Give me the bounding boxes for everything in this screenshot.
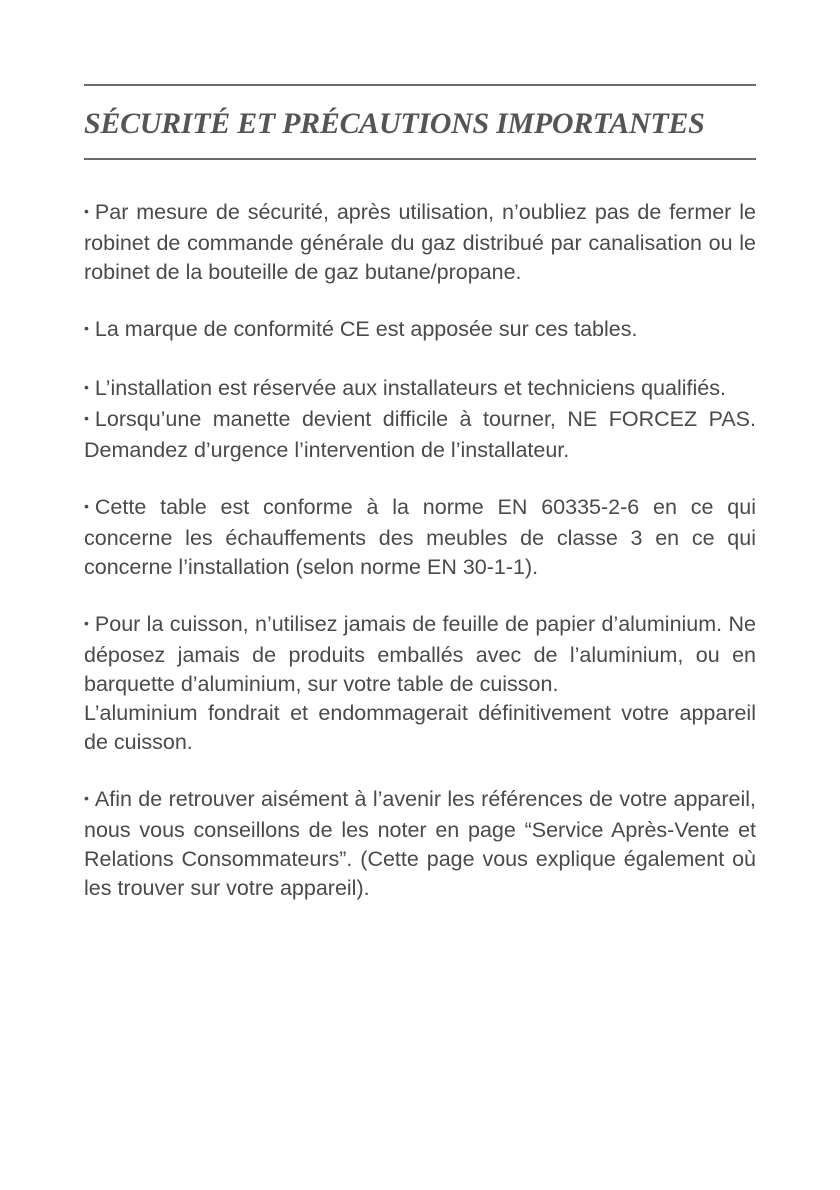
safety-content (84, 198, 756, 903)
paragraph-gas-valve: • Par mesure de sécurité, après utilisation, n’oubliez pas de fermer le robinet de commande générale du gaz distribué par canalisation ou le robinet de la bouteille de gaz butane/propane. (84, 200, 756, 284)
bullet-icon: • (84, 379, 89, 395)
paragraph-knob: • Lorsqu’une manette devient difficile à tourner, NE FORCEZ PAS. Demandez d’urgence l’intervention de l’installateur. (84, 407, 756, 462)
bullet-icon: • (84, 790, 89, 806)
paragraph-aluminium-damage: L’aluminium fondrait et endommagerait définitivement votre appareil de cuisson. (84, 701, 756, 754)
paragraph-ce-mark: • La marque de conformité CE est apposée sur ces tables. (84, 317, 638, 341)
bullet-icon: • (84, 203, 89, 219)
document-page (84, 84, 756, 903)
bullet-icon: • (84, 498, 89, 514)
page-title: SÉCURITÉ ET PRÉCAUTIONS IMPORTANTES (84, 107, 705, 140)
paragraph-installation: • L’installation est réservée aux installateurs et techniciens qualifiés. (84, 376, 726, 400)
paragraph-references: • Afin de retrouver aisément à l’avenir les références de votre appareil, nous vous conseillons de les noter en page “Service Après-Vente et Relations Consommateurs”. (Cette page vous explique également où les trouver sur votre appareil). (84, 787, 756, 900)
bullet-icon: • (84, 410, 89, 426)
paragraph-aluminium: • Pour la cuisson, n’utilisez jamais de feuille de papier d’aluminium. Ne déposez jamais de produits emballés avec de l’aluminium, ou en barquette d’aluminium, sur votre table de cuisson. (84, 612, 756, 696)
bullet-icon: • (84, 320, 89, 336)
bottom-rule (84, 158, 756, 160)
bullet-icon: • (84, 615, 89, 631)
paragraph-norm: • Cette table est conforme à la norme EN 60335-2-6 en ce qui concerne les échauffements des meubles de classe 3 en ce qui concerne l’installation (selon norme EN 30-1-1). (84, 495, 756, 579)
top-rule (84, 84, 756, 86)
